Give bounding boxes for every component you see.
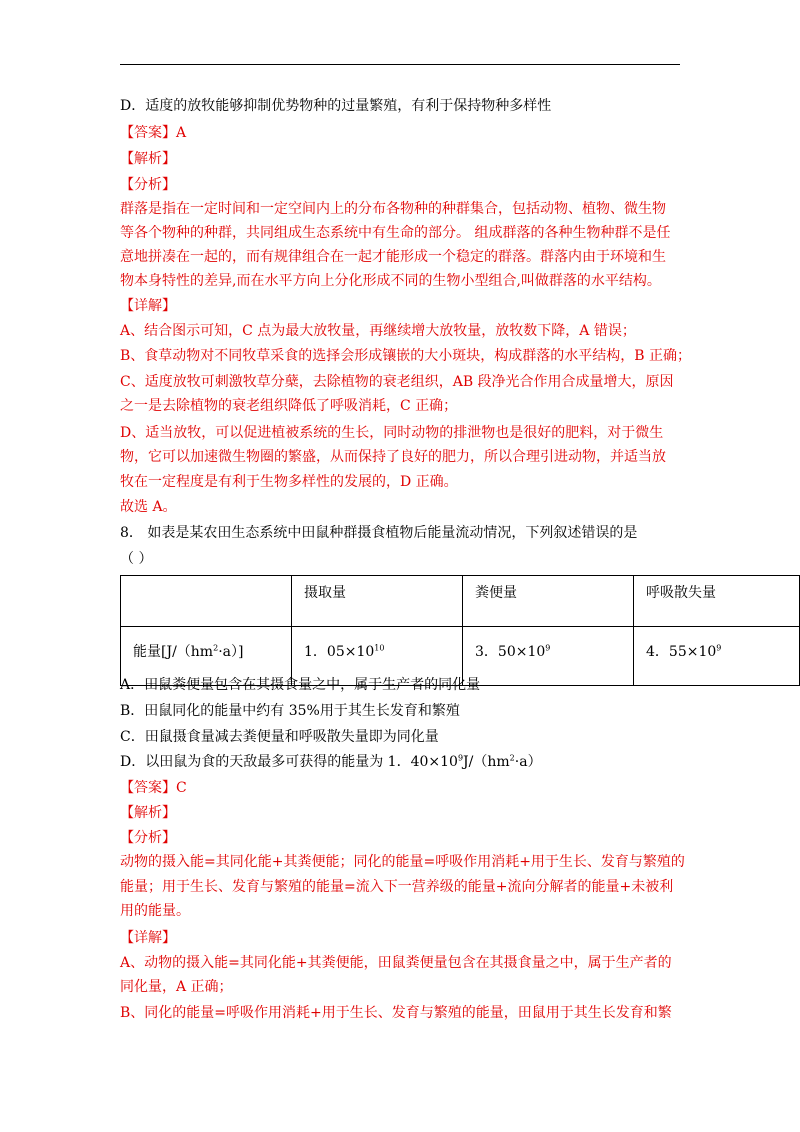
q8-option-a: A．田鼠粪便量包含在其摄食量之中，属于生产者的同化量 xyxy=(120,677,481,693)
q8-stem: 8． 如表是某农田生态系统中田鼠种群摄食植物后能量流动情况，下列叙述错误的是 xyxy=(120,525,638,541)
q8-detail-line: A、动物的摄入能=其同化能+其粪便能，田鼠粪便量包含在其摄食量之中，属于生产者的 xyxy=(120,955,672,971)
q7-detail-line: 牧在一定程度是有利于生物多样性的发展的，D 正确。 xyxy=(120,474,458,490)
table-header-cell: 呼吸散失量 xyxy=(634,576,800,627)
energy-table xyxy=(120,575,800,686)
q7-detail-line: 之一是去除植物的衰老组织降低了呼吸消耗，C 正确； xyxy=(120,398,458,414)
table-row-label: 能量$[J/(hm^2\cdot a)]$ xyxy=(121,627,292,686)
q7-fenxi-line: 物本身特性的差异,而在水平方向上分化形成不同的生物小型组合,叫做群落的水平结构。 xyxy=(120,273,661,289)
q7-detail-line: 物，它可以加速微生物圈的繁盛，从而保持了良好的肥力，所以合理引进动物，并适当放 xyxy=(120,449,666,465)
header-rule xyxy=(120,64,680,65)
q8-fenxi-line: 用的能量。 xyxy=(120,903,190,919)
q7-answer-label: 【答案】 xyxy=(120,125,176,141)
q7-analysis-label: 【解析】 xyxy=(120,151,176,167)
q8-option-c: C．田鼠摄食量减去粪便量和呼吸散失量即为同化量 xyxy=(120,729,439,745)
q8-fenxi-line: 能量；用于生长、发育与繁殖的能量=流入下一营养级的能量+流向分解者的能量+未被利 xyxy=(120,879,674,895)
q8-answer xyxy=(120,778,187,798)
q8-detail-label: 【详解】 xyxy=(120,930,176,946)
table-header-cell: 摄取量 xyxy=(292,576,463,627)
q7-fenxi-line: 群落是指在一定时间和一定空间内上的分布各物种的种群集合，包括动物、植物、微生物 xyxy=(120,201,666,217)
q7-conclusion: 故选 A。 xyxy=(120,499,177,515)
q7-fenxi-label: 【分析】 xyxy=(120,177,176,193)
q7-fenxi-line: 等各个物种的种群，共同组成生态系统中有生命的部分。 组成群落的各种生物种群不是任 xyxy=(120,225,671,241)
q8-answer-label: 【答案】 xyxy=(120,780,176,796)
q7-detail-line: D、适当放牧，可以促进植被系统的生长，同时动物的排泄物也是很好的肥料，对于微生 xyxy=(120,425,664,441)
table-cell: 1．$05\times 10^{10}$ xyxy=(292,627,463,686)
q8-fenxi-line: 动物的摄入能=其同化能+其粪便能；同化的能量=呼吸作用消耗+用于生长、发育与繁殖的 xyxy=(120,854,685,870)
table-header-row xyxy=(121,576,800,627)
q7-detail-line: A、结合图示可知，C 点为最大放牧量，再继续增大放牧量，放牧数下降，A 错误； xyxy=(120,323,636,339)
q8-paren: （ ） xyxy=(120,551,153,567)
table-cell: 3．$50\times 10^9$ xyxy=(463,627,634,686)
table-header-cell: 粪便量 xyxy=(463,576,634,627)
q8-option-b: B．田鼠同化的能量中约有 35%用于其生长发育和繁殖 xyxy=(120,703,460,719)
q8-detail-line: 同化量，A 正确； xyxy=(120,979,233,995)
q7-detail-label: 【详解】 xyxy=(120,298,176,314)
q7-answer xyxy=(120,123,186,143)
q8-answer-value: C xyxy=(176,780,187,796)
table-cell: 4．$55\times 10^9$ xyxy=(634,627,800,686)
table-header-cell xyxy=(121,576,292,627)
q7-detail-line: B、食草动物对不同牧草采食的选择会形成镶嵌的大小斑块，构成群落的水平结构，B 正确； xyxy=(120,348,692,364)
q7-fenxi-line: 意地拼凑在一起的，而有规律组合在一起才能形成一个稳定的群落。群落内由于环境和生 xyxy=(120,249,666,265)
q8-analysis-label: 【解析】 xyxy=(120,805,176,821)
q8-fenxi-label: 【分析】 xyxy=(120,830,176,846)
q8-detail-line: B、同化的能量=呼吸作用消耗+用于生长、发育与繁殖的能量，田鼠用于其生长发育和繁 xyxy=(120,1005,672,1021)
q7-detail-line: C、适度放牧可刺激牧草分蘖，去除植物的衰老组织，AB 段净光合作用合成量增大，原因 xyxy=(120,374,674,390)
q7-answer-value: A xyxy=(176,125,187,141)
q8-option-d: D．以田鼠为食的天敌最多可获得的能量为 1．$40\times 10^9J/(hm^2\cdot a)$ xyxy=(120,753,542,770)
q7-option-d: D．适度的放牧能够抑制优势物种的过量繁殖，有利于保持物种多样性 xyxy=(120,98,552,114)
